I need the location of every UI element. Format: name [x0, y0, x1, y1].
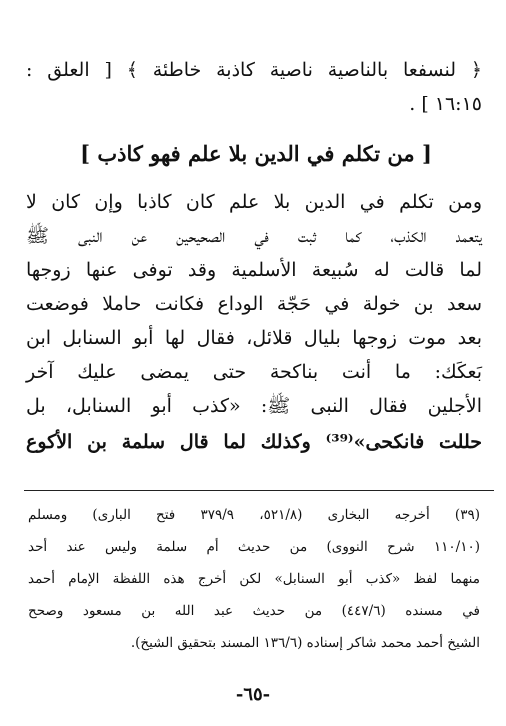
section-heading: [ من تكلم في الدين بلا علم فهو كاذب ] — [80, 141, 432, 166]
page-number: -٦٥- — [235, 684, 271, 705]
body-line: يتعمد الكذب، كما ثبت في الصحيحين عن النبى ﷺ — [26, 225, 482, 247]
body-line: الأجلين فقال النبى ﷺ: «كذب أبو السنابل، بل — [26, 395, 482, 417]
footnote-line: منهما لفظ «كذب أبو السنابل» لكن أخرج هذه اللفظة الإمام أحمد — [28, 571, 480, 587]
body-line: بعد موت زوجها بليال قلائل، فقال لها أبو السنابل ابن — [26, 327, 482, 349]
footnote-line: في مسنده (٤٤٧/٦) من حديث عبد الله بن مسعود وصحح — [28, 603, 480, 619]
body-line: سعد بن خولة في حَجّة الوداع فكانت حاملا فوضعت — [26, 293, 482, 315]
footnote-line: الشيخ أحمد محمد شاكر إسناده (١٣٦/٦ المسند بتحقيق الشيخ). — [130, 635, 480, 651]
footnote-divider — [24, 490, 494, 491]
body-line: ومن تكلم في الدين بلا علم كان كاذبا وإن كان لا — [26, 191, 482, 213]
footnote-line: (٣٩) أخرجه البخارى (٥٢١/٨، ٣٧٩/٩ فتح البارى) ومسلم — [28, 507, 480, 523]
body-line: لما قالت له سُبيعة الأسلمية وقد توفى عنها زوجها — [26, 259, 482, 281]
verse-line: ﴿ لنسفعا بالناصية ناصية كاذبة خاطئة ﴾ [ العلق : — [26, 59, 482, 81]
footnote-line: (١١٠/١٠ شرح النووى) من حديث أم سلمة وليس عند أحد — [28, 539, 480, 555]
body-line: بَعكَك: ما أنت بناكحة حتى يمضى عليك آخر — [26, 361, 482, 383]
body-line: حللت فانكحى»⁽³⁹⁾ وكذلك لما قال سلمة بن الأكوع — [26, 431, 482, 453]
verse-reference-line: ١٦:١٥ ] . — [409, 93, 482, 115]
